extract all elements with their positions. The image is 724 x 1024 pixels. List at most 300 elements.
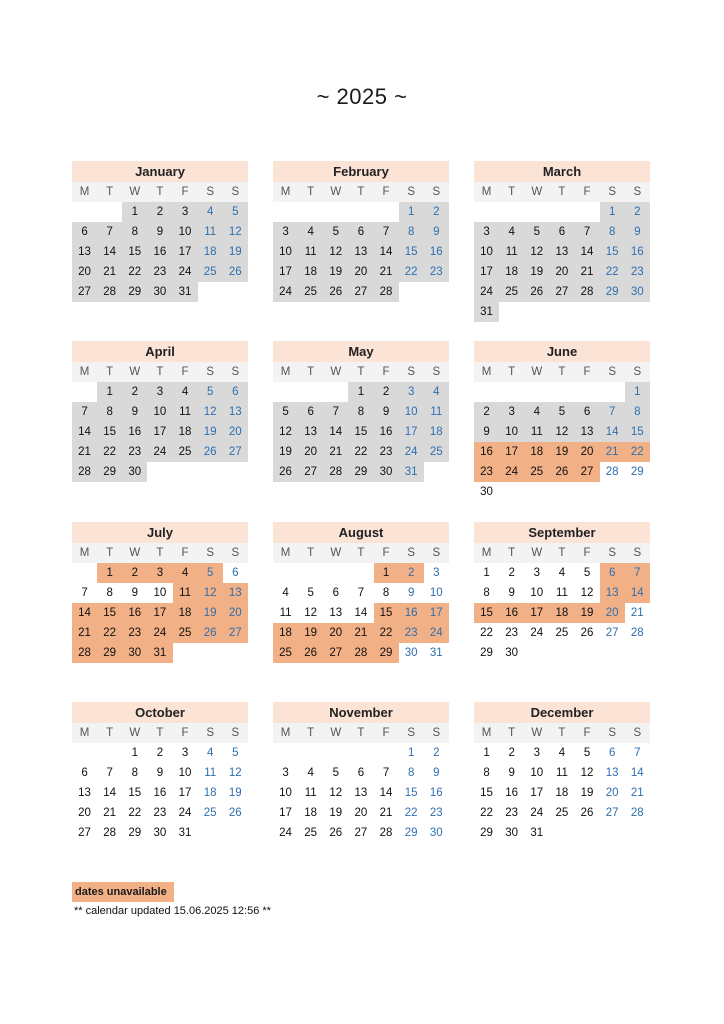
day-cell[interactable]: 24 (474, 282, 499, 302)
day-cell[interactable]: 26 (323, 282, 348, 302)
day-cell[interactable]: 25 (203, 807, 217, 819)
day-cell[interactable]: 30 (404, 647, 418, 659)
day-cell[interactable]: 23 (625, 262, 650, 282)
day-cell[interactable]: 16 (399, 603, 424, 623)
day-cell[interactable]: 12 (580, 587, 594, 599)
day-cell[interactable]: 2 (508, 567, 515, 579)
day-cell[interactable]: 23 (147, 262, 172, 282)
day-cell[interactable]: 13 (575, 422, 600, 442)
day-cell[interactable]: 28 (348, 643, 373, 663)
day-cell[interactable]: 27 (223, 623, 248, 643)
day-cell[interactable]: 14 (72, 422, 97, 442)
day-cell[interactable]: 18 (203, 787, 217, 799)
day-cell[interactable]: 30 (480, 486, 493, 498)
day-cell[interactable]: 8 (131, 767, 139, 779)
day-cell[interactable]: 4 (499, 222, 524, 242)
day-cell[interactable]: 31 (474, 302, 499, 322)
day-cell[interactable]: 24 (499, 462, 524, 482)
day-cell[interactable]: 3 (147, 563, 172, 583)
day-cell[interactable]: 11 (499, 242, 524, 262)
day-cell[interactable]: 31 (147, 643, 172, 663)
day-cell[interactable]: 13 (78, 787, 91, 799)
day-cell[interactable]: 21 (575, 262, 600, 282)
day-cell[interactable]: 18 (499, 262, 524, 282)
day-cell[interactable]: 24 (399, 442, 424, 462)
day-cell[interactable]: 11 (524, 422, 549, 442)
day-cell[interactable]: 6 (357, 767, 365, 779)
day-cell[interactable]: 8 (625, 402, 650, 422)
day-cell[interactable]: 25 (273, 643, 298, 663)
day-cell[interactable]: 5 (332, 767, 340, 779)
day-cell[interactable]: 23 (424, 262, 449, 282)
day-cell[interactable]: 27 (605, 807, 619, 819)
day-cell[interactable]: 14 (575, 242, 600, 262)
day-cell[interactable]: 10 (530, 587, 544, 599)
day-cell[interactable]: 13 (72, 242, 97, 262)
day-cell[interactable]: 6 (332, 587, 340, 599)
day-cell[interactable]: 28 (72, 643, 97, 663)
day-cell[interactable]: 10 (399, 402, 424, 422)
day-cell[interactable]: 9 (433, 767, 440, 779)
day-cell[interactable]: 17 (173, 242, 198, 262)
day-cell[interactable]: 29 (404, 827, 418, 839)
day-cell[interactable]: 9 (424, 222, 449, 242)
day-cell[interactable]: 25 (173, 442, 198, 462)
day-cell[interactable]: 4 (282, 587, 289, 599)
day-cell[interactable]: 2 (122, 382, 147, 402)
day-cell[interactable]: 11 (298, 242, 323, 262)
day-cell[interactable]: 27 (72, 282, 97, 302)
day-cell[interactable]: 18 (273, 623, 298, 643)
day-cell[interactable]: 21 (630, 787, 644, 799)
day-cell[interactable]: 1 (348, 382, 373, 402)
day-cell[interactable]: 12 (198, 583, 223, 603)
day-cell[interactable]: 7 (323, 402, 348, 422)
day-cell[interactable]: 30 (429, 827, 443, 839)
day-cell[interactable]: 9 (122, 402, 147, 422)
day-cell[interactable]: 31 (530, 827, 544, 839)
day-cell[interactable]: 1 (399, 202, 424, 222)
day-cell[interactable]: 15 (404, 787, 418, 799)
day-cell[interactable]: 19 (323, 262, 348, 282)
day-cell[interactable]: 11 (198, 222, 223, 242)
day-cell[interactable]: 25 (524, 462, 549, 482)
day-cell[interactable]: 3 (282, 767, 289, 779)
day-cell[interactable]: 1 (374, 563, 399, 583)
day-cell[interactable]: 3 (399, 382, 424, 402)
day-cell[interactable]: 30 (374, 462, 399, 482)
day-cell[interactable]: 26 (524, 282, 549, 302)
day-cell[interactable]: 4 (558, 747, 566, 759)
day-cell[interactable]: 21 (323, 442, 348, 462)
day-cell[interactable]: 29 (97, 643, 122, 663)
day-cell[interactable]: 5 (524, 222, 549, 242)
day-cell[interactable]: 11 (173, 402, 198, 422)
day-cell[interactable]: 17 (399, 422, 424, 442)
day-cell[interactable]: 19 (329, 807, 343, 819)
day-cell[interactable]: 2 (122, 563, 147, 583)
day-cell[interactable]: 25 (304, 827, 318, 839)
day-cell[interactable]: 28 (103, 827, 117, 839)
day-cell[interactable]: 15 (122, 242, 147, 262)
day-cell[interactable]: 12 (524, 242, 549, 262)
day-cell[interactable]: 21 (72, 442, 97, 462)
day-cell[interactable]: 17 (524, 603, 549, 623)
day-cell[interactable]: 27 (298, 462, 323, 482)
day-cell[interactable]: 5 (323, 222, 348, 242)
day-cell[interactable]: 22 (625, 442, 650, 462)
day-cell[interactable]: 8 (483, 767, 490, 779)
day-cell[interactable]: 10 (499, 422, 524, 442)
day-cell[interactable]: 9 (474, 422, 499, 442)
day-cell[interactable]: 9 (508, 767, 515, 779)
day-cell[interactable]: 20 (549, 262, 574, 282)
day-cell[interactable]: 9 (147, 222, 172, 242)
day-cell[interactable]: 3 (499, 402, 524, 422)
day-cell[interactable]: 26 (228, 807, 242, 819)
day-cell[interactable]: 16 (625, 242, 650, 262)
day-cell[interactable]: 4 (298, 222, 323, 242)
day-cell[interactable]: 24 (279, 827, 292, 839)
day-cell[interactable]: 1 (97, 563, 122, 583)
day-cell[interactable]: 5 (273, 402, 298, 422)
day-cell[interactable]: 3 (533, 567, 541, 579)
day-cell[interactable]: 2 (424, 202, 449, 222)
day-cell[interactable]: 18 (555, 787, 569, 799)
day-cell[interactable]: 17 (530, 787, 544, 799)
day-cell[interactable]: 20 (354, 807, 368, 819)
day-cell[interactable]: 23 (505, 807, 519, 819)
day-cell[interactable]: 14 (323, 422, 348, 442)
day-cell[interactable]: 2 (433, 747, 440, 759)
day-cell[interactable]: 14 (630, 767, 644, 779)
day-cell[interactable]: 5 (223, 202, 248, 222)
day-cell[interactable]: 6 (608, 747, 616, 759)
day-cell[interactable]: 6 (348, 222, 373, 242)
day-cell[interactable]: 19 (198, 422, 223, 442)
day-cell[interactable]: 31 (173, 282, 198, 302)
day-cell[interactable]: 30 (625, 282, 650, 302)
day-cell[interactable]: 6 (600, 563, 625, 583)
day-cell[interactable]: 19 (298, 623, 323, 643)
day-cell[interactable]: 22 (122, 262, 147, 282)
day-cell[interactable]: 13 (223, 583, 248, 603)
day-cell[interactable]: 13 (605, 767, 619, 779)
day-cell[interactable]: 29 (630, 466, 644, 478)
day-cell[interactable]: 18 (173, 603, 198, 623)
day-cell[interactable]: 7 (357, 587, 365, 599)
day-cell[interactable]: 23 (474, 462, 499, 482)
day-cell[interactable]: 8 (382, 587, 390, 599)
day-cell[interactable]: 28 (97, 282, 122, 302)
day-cell[interactable]: 16 (429, 787, 443, 799)
day-cell[interactable]: 17 (424, 603, 449, 623)
day-cell[interactable]: 31 (399, 462, 424, 482)
day-cell[interactable]: 23 (374, 442, 399, 462)
day-cell[interactable]: 29 (374, 643, 399, 663)
day-cell[interactable]: 21 (600, 442, 625, 462)
day-cell[interactable]: 9 (407, 587, 415, 599)
day-cell[interactable]: 3 (181, 747, 189, 759)
day-cell[interactable]: 23 (429, 807, 443, 819)
day-cell[interactable]: 25 (555, 627, 569, 639)
day-cell[interactable]: 21 (379, 807, 393, 819)
day-cell[interactable]: 15 (97, 603, 122, 623)
day-cell[interactable]: 1 (483, 567, 490, 579)
day-cell[interactable]: 8 (122, 222, 147, 242)
day-cell[interactable]: 13 (354, 787, 368, 799)
day-cell[interactable]: 10 (474, 242, 499, 262)
day-cell[interactable]: 12 (580, 767, 594, 779)
day-cell[interactable]: 30 (505, 647, 519, 659)
day-cell[interactable]: 1 (131, 747, 139, 759)
day-cell[interactable]: 10 (178, 767, 192, 779)
day-cell[interactable]: 15 (474, 603, 499, 623)
day-cell[interactable]: 5 (583, 747, 591, 759)
day-cell[interactable]: 5 (198, 382, 223, 402)
day-cell[interactable]: 17 (178, 787, 192, 799)
day-cell[interactable]: 24 (147, 442, 172, 462)
day-cell[interactable]: 1 (600, 202, 625, 222)
day-cell[interactable]: 13 (298, 422, 323, 442)
day-cell[interactable]: 20 (72, 262, 97, 282)
day-cell[interactable]: 22 (404, 807, 418, 819)
day-cell[interactable]: 15 (600, 242, 625, 262)
day-cell[interactable]: 6 (72, 222, 97, 242)
day-cell[interactable]: 22 (480, 627, 493, 639)
day-cell[interactable]: 7 (575, 222, 600, 242)
day-cell[interactable]: 3 (173, 202, 198, 222)
day-cell[interactable]: 11 (304, 787, 317, 799)
day-cell[interactable]: 27 (605, 627, 619, 639)
day-cell[interactable]: 29 (480, 647, 493, 659)
day-cell[interactable]: 28 (575, 282, 600, 302)
day-cell[interactable]: 12 (304, 607, 318, 619)
day-cell[interactable]: 12 (549, 422, 574, 442)
day-cell[interactable]: 7 (81, 587, 88, 599)
day-cell[interactable]: 12 (329, 787, 343, 799)
day-cell[interactable]: 29 (600, 282, 625, 302)
day-cell[interactable]: 29 (97, 462, 122, 482)
day-cell[interactable]: 30 (505, 827, 519, 839)
day-cell[interactable]: 4 (198, 202, 223, 222)
day-cell[interactable]: 4 (206, 747, 214, 759)
day-cell[interactable]: 2 (508, 747, 515, 759)
day-cell[interactable]: 19 (198, 603, 223, 623)
day-cell[interactable]: 26 (298, 643, 323, 663)
day-cell[interactable]: 3 (147, 382, 172, 402)
day-cell[interactable]: 20 (605, 787, 619, 799)
day-cell[interactable]: 7 (374, 222, 399, 242)
day-cell[interactable]: 12 (273, 422, 298, 442)
day-cell[interactable]: 22 (348, 442, 373, 462)
day-cell[interactable]: 15 (348, 422, 373, 442)
day-cell[interactable]: 7 (382, 767, 390, 779)
day-cell[interactable]: 1 (122, 202, 147, 222)
day-cell[interactable]: 16 (374, 422, 399, 442)
day-cell[interactable]: 20 (78, 807, 91, 819)
day-cell[interactable]: 7 (72, 402, 97, 422)
day-cell[interactable]: 19 (580, 787, 594, 799)
day-cell[interactable]: 18 (549, 603, 574, 623)
day-cell[interactable]: 14 (625, 583, 650, 603)
day-cell[interactable]: 3 (433, 567, 440, 579)
day-cell[interactable]: 10 (429, 587, 443, 599)
day-cell[interactable]: 6 (298, 402, 323, 422)
day-cell[interactable]: 19 (524, 262, 549, 282)
day-cell[interactable]: 24 (530, 627, 544, 639)
day-cell[interactable]: 25 (298, 282, 323, 302)
day-cell[interactable]: 24 (178, 807, 192, 819)
day-cell[interactable]: 22 (97, 442, 122, 462)
day-cell[interactable]: 27 (223, 442, 248, 462)
day-cell[interactable]: 17 (279, 807, 292, 819)
day-cell[interactable]: 7 (634, 747, 641, 759)
day-cell[interactable]: 22 (600, 262, 625, 282)
day-cell[interactable]: 16 (505, 787, 519, 799)
day-cell[interactable]: 10 (173, 222, 198, 242)
day-cell[interactable]: 9 (131, 587, 139, 599)
day-cell[interactable]: 13 (600, 583, 625, 603)
day-cell[interactable]: 7 (97, 222, 122, 242)
day-cell[interactable]: 21 (348, 623, 373, 643)
day-cell[interactable]: 12 (323, 242, 348, 262)
day-cell[interactable]: 6 (223, 382, 248, 402)
day-cell[interactable]: 7 (625, 563, 650, 583)
day-cell[interactable]: 8 (348, 402, 373, 422)
day-cell[interactable]: 10 (153, 587, 167, 599)
day-cell[interactable]: 16 (147, 242, 172, 262)
day-cell[interactable]: 26 (198, 623, 223, 643)
day-cell[interactable]: 15 (128, 787, 142, 799)
day-cell[interactable]: 22 (399, 262, 424, 282)
day-cell[interactable]: 17 (474, 262, 499, 282)
day-cell[interactable]: 15 (97, 422, 122, 442)
day-cell[interactable]: 4 (424, 382, 449, 402)
day-cell[interactable]: 1 (97, 382, 122, 402)
day-cell[interactable]: 15 (399, 242, 424, 262)
day-cell[interactable]: 8 (106, 587, 113, 599)
day-cell[interactable]: 26 (580, 807, 594, 819)
day-cell[interactable]: 17 (147, 422, 172, 442)
day-cell[interactable]: 23 (153, 807, 167, 819)
day-cell[interactable]: 13 (549, 242, 574, 262)
day-cell[interactable]: 27 (323, 643, 348, 663)
day-cell[interactable]: 22 (374, 623, 399, 643)
day-cell[interactable]: 4 (524, 402, 549, 422)
day-cell[interactable]: 14 (600, 422, 625, 442)
day-cell[interactable]: 1 (407, 747, 415, 759)
day-cell[interactable]: 7 (106, 767, 113, 779)
day-cell[interactable]: 27 (549, 282, 574, 302)
day-cell[interactable]: 5 (583, 567, 591, 579)
day-cell[interactable]: 21 (630, 607, 644, 619)
day-cell[interactable]: 20 (223, 422, 248, 442)
day-cell[interactable]: 2 (474, 402, 499, 422)
day-cell[interactable]: 22 (128, 807, 142, 819)
day-cell[interactable]: 16 (122, 422, 147, 442)
day-cell[interactable]: 18 (298, 262, 323, 282)
day-cell[interactable]: 21 (72, 623, 97, 643)
day-cell[interactable]: 9 (508, 587, 515, 599)
day-cell[interactable]: 1 (625, 382, 650, 402)
day-cell[interactable]: 28 (630, 627, 644, 639)
day-cell[interactable]: 9 (156, 767, 164, 779)
day-cell[interactable]: 3 (474, 222, 499, 242)
day-cell[interactable]: 18 (524, 442, 549, 462)
day-cell[interactable]: 23 (399, 623, 424, 643)
day-cell[interactable]: 12 (223, 222, 248, 242)
day-cell[interactable]: 30 (122, 462, 147, 482)
day-cell[interactable]: 11 (424, 402, 449, 422)
day-cell[interactable]: 16 (474, 442, 499, 462)
day-cell[interactable]: 25 (173, 623, 198, 643)
day-cell[interactable]: 19 (575, 603, 600, 623)
day-cell[interactable]: 17 (147, 603, 172, 623)
day-cell[interactable]: 10 (273, 242, 298, 262)
day-cell[interactable]: 11 (204, 767, 217, 779)
day-cell[interactable]: 15 (480, 787, 493, 799)
day-cell[interactable]: 20 (575, 442, 600, 462)
day-cell[interactable]: 21 (103, 807, 117, 819)
day-cell[interactable]: 26 (580, 627, 594, 639)
day-cell[interactable]: 6 (575, 402, 600, 422)
day-cell[interactable]: 16 (122, 603, 147, 623)
day-cell[interactable]: 19 (273, 442, 298, 462)
day-cell[interactable]: 28 (374, 282, 399, 302)
day-cell[interactable]: 14 (72, 603, 97, 623)
day-cell[interactable]: 13 (348, 242, 373, 262)
day-cell[interactable]: 22 (480, 807, 493, 819)
day-cell[interactable]: 31 (429, 647, 443, 659)
day-cell[interactable]: 3 (273, 222, 298, 242)
day-cell[interactable]: 13 (329, 607, 343, 619)
day-cell[interactable]: 30 (122, 643, 147, 663)
day-cell[interactable]: 30 (147, 282, 172, 302)
day-cell[interactable]: 26 (198, 442, 223, 462)
day-cell[interactable]: 4 (173, 563, 198, 583)
day-cell[interactable]: 20 (323, 623, 348, 643)
day-cell[interactable]: 24 (173, 262, 198, 282)
day-cell[interactable]: 15 (374, 603, 399, 623)
day-cell[interactable]: 8 (97, 402, 122, 422)
day-cell[interactable]: 5 (549, 402, 574, 422)
day-cell[interactable]: 18 (424, 422, 449, 442)
day-cell[interactable]: 23 (122, 442, 147, 462)
day-cell[interactable]: 29 (128, 827, 142, 839)
day-cell[interactable]: 8 (600, 222, 625, 242)
day-cell[interactable]: 27 (348, 282, 373, 302)
day-cell[interactable]: 29 (480, 827, 493, 839)
day-cell[interactable]: 5 (198, 563, 223, 583)
day-cell[interactable]: 6 (549, 222, 574, 242)
day-cell[interactable]: 26 (549, 462, 574, 482)
day-cell[interactable]: 8 (399, 222, 424, 242)
day-cell[interactable]: 28 (630, 807, 644, 819)
day-cell[interactable]: 16 (153, 787, 167, 799)
day-cell[interactable]: 27 (575, 462, 600, 482)
day-cell[interactable]: 19 (228, 787, 242, 799)
day-cell[interactable]: 2 (625, 202, 650, 222)
day-cell[interactable]: 18 (304, 807, 318, 819)
day-cell[interactable]: 27 (354, 827, 368, 839)
day-cell[interactable]: 29 (122, 282, 147, 302)
day-cell[interactable]: 14 (354, 607, 368, 619)
day-cell[interactable]: 9 (374, 402, 399, 422)
day-cell[interactable]: 20 (348, 262, 373, 282)
day-cell[interactable]: 23 (505, 627, 519, 639)
day-cell[interactable]: 25 (555, 807, 569, 819)
